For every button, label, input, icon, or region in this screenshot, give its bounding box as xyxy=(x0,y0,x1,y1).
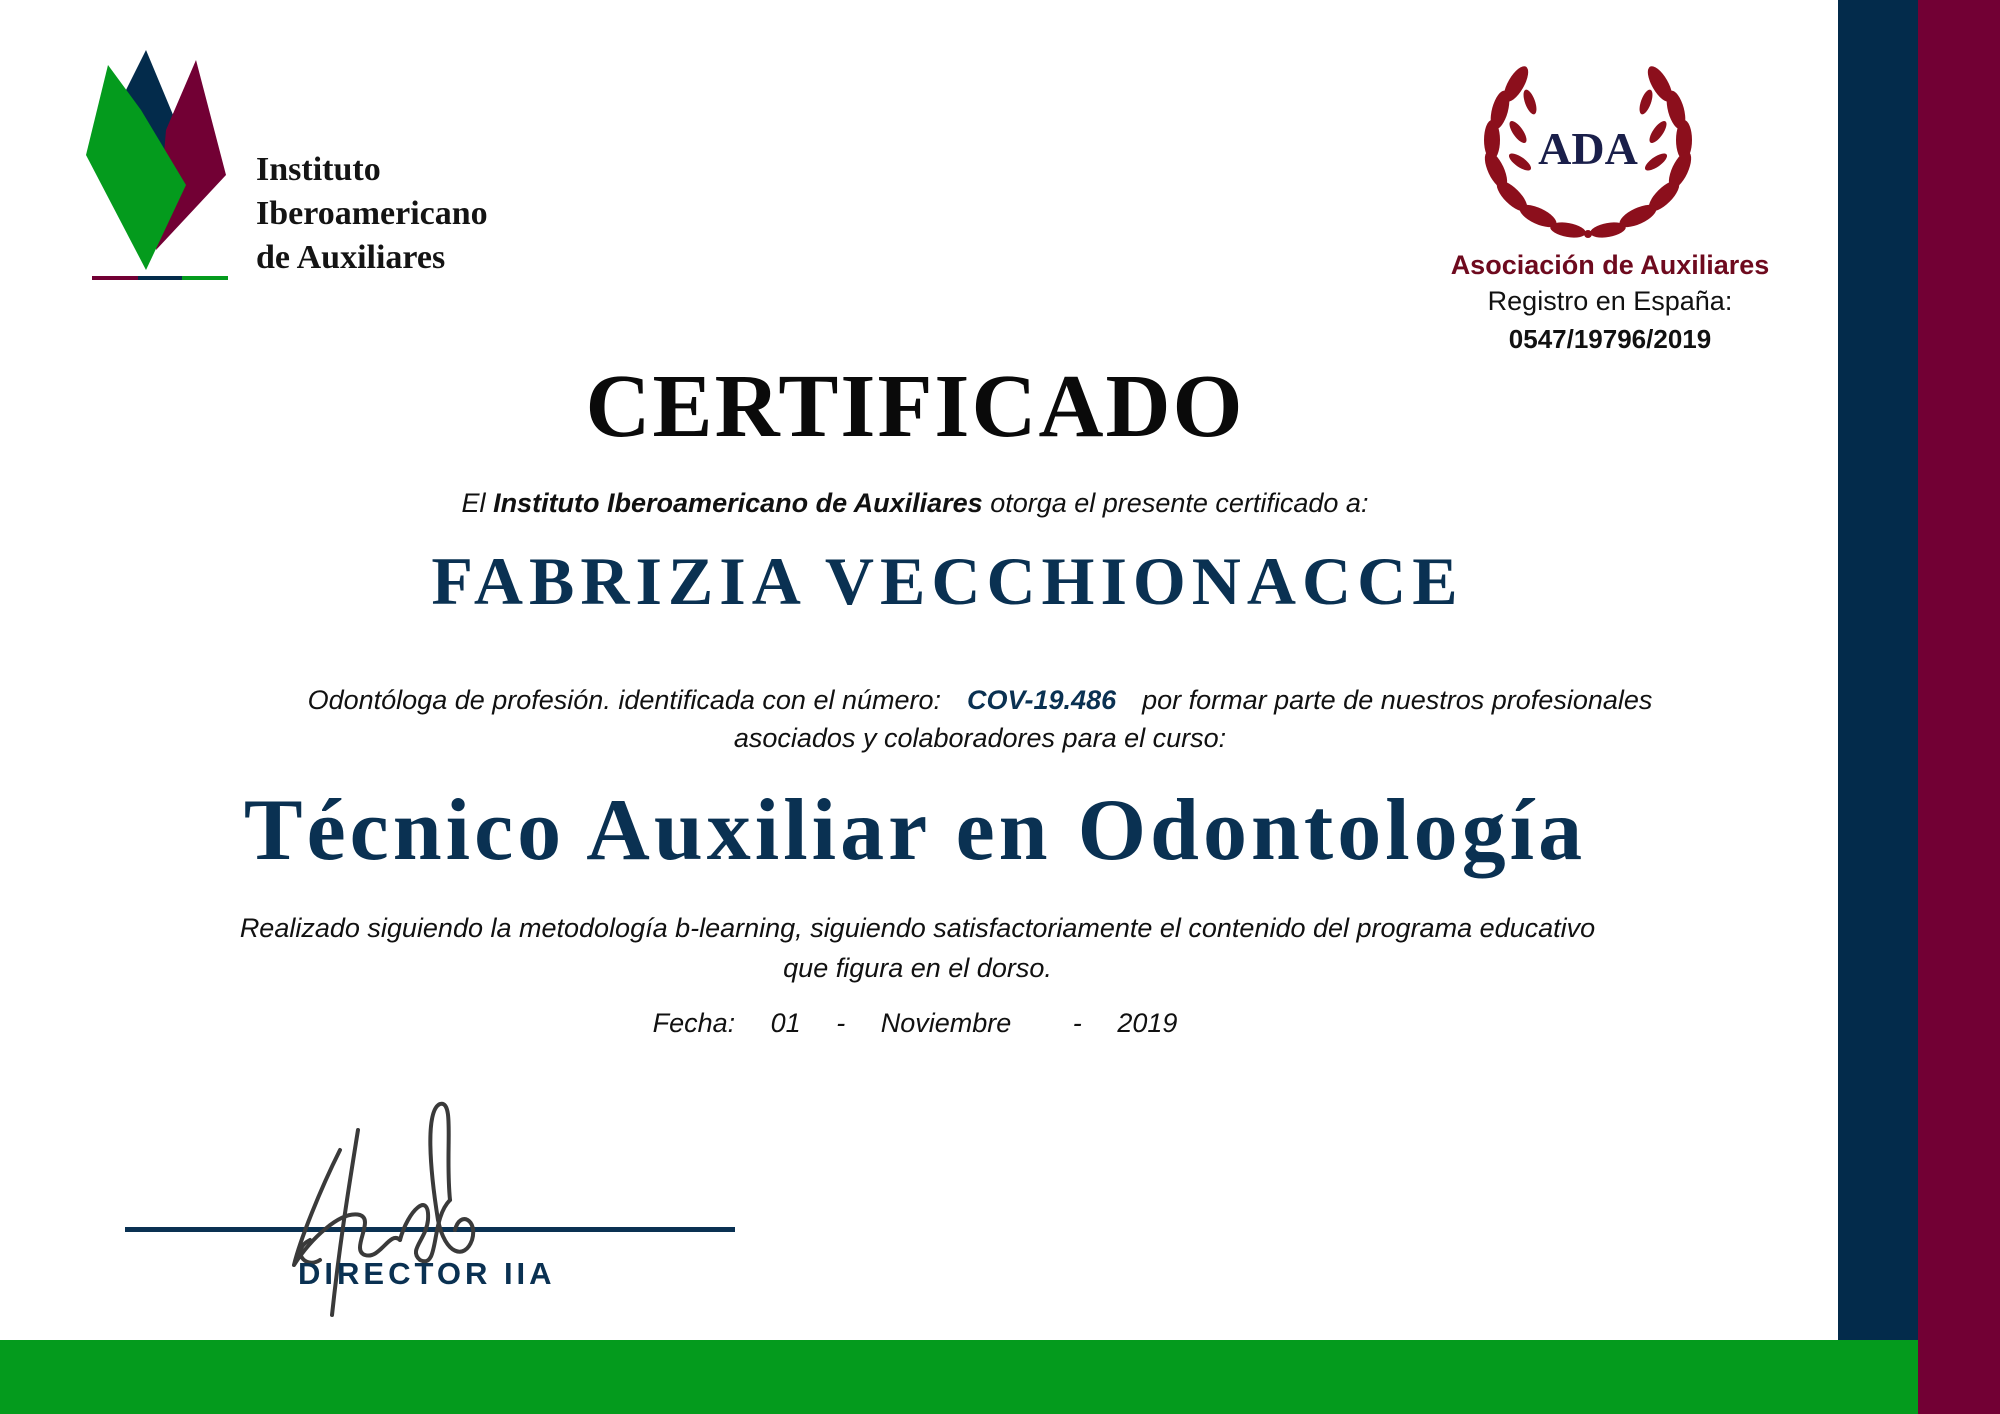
description-line-2: asociados y colaboradores para el curso: xyxy=(733,723,1227,753)
date-label: Fecha: xyxy=(652,1008,736,1038)
navy-side-band xyxy=(1838,0,1918,1340)
issue-date xyxy=(0,1008,1830,1039)
institute-logo xyxy=(86,50,236,285)
grant-prefix: El xyxy=(461,488,486,518)
institute-name-line: Iberoamericano xyxy=(256,195,488,232)
association-name: Asociación de Auxiliares xyxy=(1450,250,1770,280)
description-part-2: por formar parte de nuestros profesionales xyxy=(1142,685,1653,715)
green-bottom-band xyxy=(0,1340,1918,1414)
grant-suffix: otorga el presente certificado a: xyxy=(990,488,1369,518)
date-separator: - xyxy=(836,1008,846,1038)
certificate-title: CERTIFICADO xyxy=(585,357,1245,456)
director-title: DIRECTOR IIA xyxy=(298,1256,556,1291)
recipient-name: FABRIZIA VECCHIONACCE xyxy=(431,543,1464,619)
id-code: COV-19.486 xyxy=(967,685,1117,715)
methodology-line-1: Realizado siguiendo la metodología b-learning, siguiendo satisfactoriamente el contenido del programa educativo xyxy=(239,913,1596,943)
wine-side-band xyxy=(1918,0,2000,1414)
registry-label: Registro en España: xyxy=(1487,286,1733,316)
institute-name-line: de Auxiliares xyxy=(256,239,446,276)
association-laurel-logo xyxy=(1468,62,1708,252)
date-day: 01 xyxy=(770,1008,801,1038)
methodology-statement xyxy=(120,908,1715,988)
description-line-1 xyxy=(180,681,1780,719)
institute-name-line: Instituto xyxy=(256,151,381,188)
grant-statement xyxy=(0,488,1830,519)
date-month: Noviembre xyxy=(880,1008,1012,1038)
grant-institute: Instituto Iberoamericano de Auxiliares xyxy=(493,488,983,518)
date-year: 2019 xyxy=(1117,1008,1178,1038)
registry-number: 0547/19796/2019 xyxy=(1508,324,1712,354)
methodology-line-2: que figura en el dorso. xyxy=(783,953,1052,983)
institute-name xyxy=(256,148,488,280)
description xyxy=(180,681,1780,757)
association-monogram: ADA xyxy=(1538,123,1638,174)
description-part-1: Odontóloga de profesión. identificada con el número: xyxy=(307,685,942,715)
course-title: Técnico Auxiliar en Odontología xyxy=(243,782,1587,879)
date-separator: - xyxy=(1072,1008,1082,1038)
